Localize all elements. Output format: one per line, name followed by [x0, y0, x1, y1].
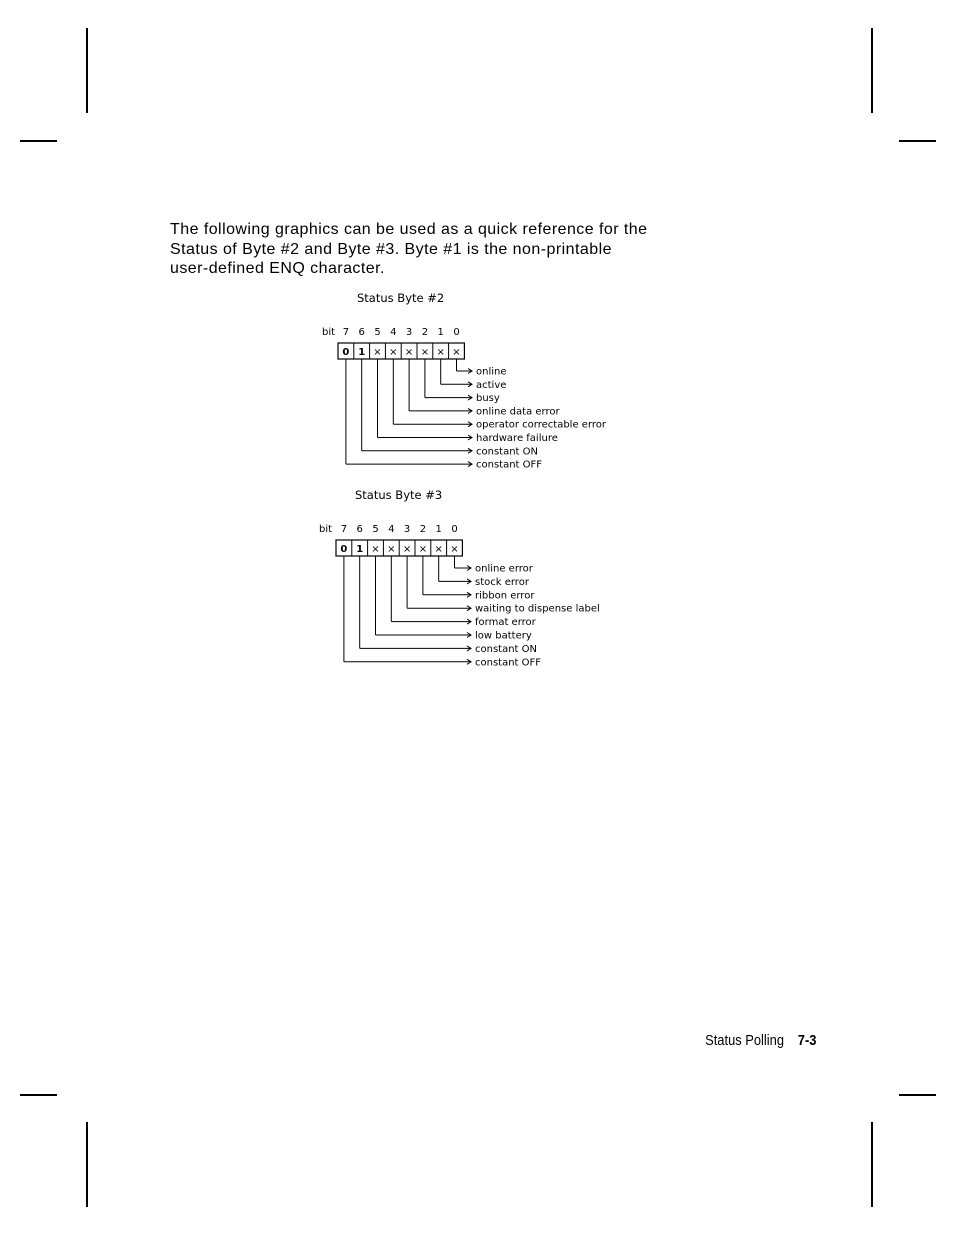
bit-number: 5: [372, 524, 379, 535]
bit-cell-value: ×: [452, 347, 461, 358]
bit-cell-value: ×: [387, 544, 396, 555]
bit-number: 2: [421, 327, 429, 338]
bit-description: ribbon error: [475, 590, 535, 602]
bit-description: operator correctable error: [476, 419, 606, 431]
bit-cell-value: 1: [358, 347, 366, 358]
bit-number: 3: [405, 327, 413, 338]
bit-description: active: [476, 379, 507, 391]
bit-cell-value: ×: [434, 544, 443, 555]
bit-label: bit: [319, 524, 333, 535]
diagram-title: Status Byte #2: [357, 291, 445, 305]
bit-cell-value: ×: [389, 347, 398, 358]
bit-description: constant OFF: [476, 459, 543, 471]
bit-cell-value: ×: [436, 347, 445, 358]
intro-line: The following graphics can be used as a quick reference for the: [170, 221, 648, 238]
bit-cell-value: ×: [404, 347, 414, 358]
bit-description: online data error: [476, 406, 560, 418]
bit-number: 3: [403, 524, 411, 535]
bit-description: stock error: [475, 576, 529, 588]
bit-number: 6: [358, 327, 365, 338]
bit-number: 7: [342, 327, 350, 338]
bit-description: format error: [475, 617, 536, 629]
bit-description: constant ON: [476, 446, 539, 458]
bit-description: constant ON: [475, 643, 538, 655]
footer-section-title: Status Polling: [704, 1032, 784, 1049]
bit-cell-value: ×: [373, 347, 382, 358]
bit-number: 4: [388, 524, 395, 535]
bit-description: busy: [476, 393, 500, 405]
bit-description: constant OFF: [475, 657, 542, 669]
bit-description: online error: [475, 563, 533, 575]
bit-description: low battery: [475, 630, 532, 642]
bit-number: 1: [437, 327, 444, 338]
bit-number: 2: [419, 524, 427, 535]
bit-cell-value: 0: [342, 347, 350, 358]
bit-cell-value: 0: [340, 544, 348, 555]
bit-cell-value: ×: [402, 544, 412, 555]
bit-cell-value: ×: [450, 544, 459, 555]
bit-cell-value: ×: [371, 544, 380, 555]
bit-number: 6: [356, 524, 363, 535]
intro-line: user-defined ENQ character.: [170, 260, 385, 277]
bit-label: bit: [322, 327, 336, 338]
bit-description: waiting to dispense label: [475, 603, 600, 615]
bit-description: online: [476, 366, 507, 378]
bit-description: hardware failure: [476, 433, 558, 444]
intro-line: Status of Byte #2 and Byte #3. Byte #1 is the non-printable: [170, 240, 612, 258]
bit-cell-value: ×: [420, 347, 430, 358]
bit-cell-value: ×: [418, 544, 428, 555]
bit-number: 4: [390, 327, 397, 338]
diagram-title: Status Byte #3: [355, 488, 443, 502]
page-footer: [705, 1032, 816, 1049]
bit-number: 7: [340, 524, 348, 535]
page-number: 7-3: [797, 1032, 816, 1049]
bit-number: 0: [451, 524, 458, 535]
bit-number: 1: [435, 524, 442, 535]
bit-number: 5: [374, 327, 381, 338]
bit-number: 0: [453, 327, 460, 338]
bit-cell-value: 1: [356, 544, 364, 555]
